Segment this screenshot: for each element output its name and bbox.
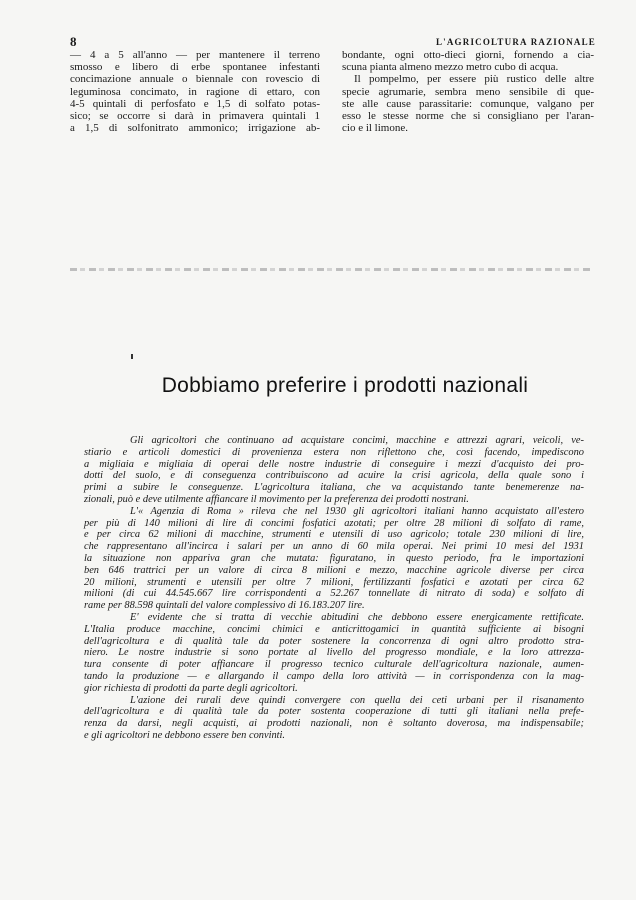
article-title: Dobbiamo preferire i prodotti nazionali	[161, 374, 529, 397]
article-text-line: L'azione dei rurali deve quindi convergere con quella dei ceti urbani per il risanamento	[130, 694, 584, 706]
article-text-line: 20 milioni, strumenti e utensili per oltre 7 milioni, fertilizzanti fosfatici e azotati per circa 62	[84, 576, 584, 588]
text-line: scuna pianta almeno mezzo metro cubo di acqua.	[342, 61, 559, 74]
article-text-line: E' evidente che si tratta di vecchie abitudini che debbono essere energicamente rettificate.	[130, 611, 584, 623]
article-text-line: rame per 88.598 quintali del valore complessivo di 16.183.207 lire.	[84, 600, 365, 612]
article-text-line: per più di 140 milioni di lire di concimi fosfatici azotati; per oltre 28 milioni di solfato di rame,	[84, 517, 584, 529]
section-divider	[70, 268, 592, 271]
text-line: smosso e libero di erbe spontanee infestanti	[70, 61, 320, 74]
article-text-line: niero. Le nostre industrie si sono portate al livello del progresso mondiale, e la loro attrezza-	[84, 647, 584, 659]
text-line: ste alle cause parassitarie: comunque, valgano per	[342, 97, 594, 110]
article-text-line: tura consente di poter affiancare il progresso tecnico culturale dell'agricoltura nazionale, aumen-	[84, 659, 584, 671]
article-text-line: gior richiesta di prodotti da parte degli agricoltori.	[84, 682, 298, 694]
article-text-line: dell'agricoltura e di qualità tale da poter sostenta cooperazione di tutti gli italiani nella prefe-	[84, 706, 584, 718]
article-text-line: la situazione non appariva gran che mutata: figuratano, in questo periodo, fra le importazioni	[84, 552, 584, 564]
article-text-line: Gli agricoltori che continuano ad acquistare concimi, macchine e attrezzi agrari, veicoli, ve-	[130, 435, 584, 446]
text-line: bondante, ogni otto-dieci giorni, fornendo a cia-	[342, 49, 594, 61]
article-text-line: stiario e articoli domestici di provenienza estera non riflettono che, così facendo, impediscono	[84, 446, 584, 458]
text-line: Il pompelmo, per essere più rustico delle altre	[354, 73, 594, 86]
article-text-line: renza da darsi, negli acquisti, ai prodotti nazionali, non è soltanto doverosa, ma indispensabile;	[84, 718, 584, 730]
article-body	[84, 435, 584, 742]
article-text-line: dotti del suolo, e di conseguenza contribuiscono ad acuire la crisi agricola, della quale sono i	[84, 470, 584, 482]
article-text-line: primi a subire le conseguenze. L'agricoltura italiana, che va acquistando tante benemerenze na-	[84, 482, 584, 494]
text-line: leguminosa concimato, in ragione di ettaro, con	[70, 85, 320, 98]
article-text-line: L'« Agenzia di Roma » rileva che nel 1930 gli agricoltori italiani hanno acquistato all'estero	[130, 505, 584, 517]
running-head: L'AGRICOLTURA RAZIONALE	[435, 37, 596, 47]
text-line: esso le stesse norme che si consigliano per l'aran-	[342, 110, 594, 123]
text-line: specie agrumarie, sembra meno sensibile di que-	[342, 85, 594, 98]
article-text-line: a migliaia e migliaia di operai delle nostre industrie di conseguire i mezzi d'acquisto dei pro-	[84, 458, 584, 470]
text-line: a 1,5 di solfonitrato ammonico; irrigazione ab-	[70, 122, 320, 135]
article-text-line: milioni (di cui 44.545.667 lire corrispondenti a 52.267 tonnellate di nitrato di soda) e solfato di	[84, 588, 584, 600]
article-text-line: e gli agricoltori ne debbono essere ben convinti.	[84, 729, 286, 741]
right-column	[342, 49, 594, 134]
article-text-line: che rappresentano all'incirca i salari per un anno di 60 mila operai. Nei primi 10 mesi del 1931	[84, 541, 584, 553]
page-number: 8	[70, 34, 77, 49]
article-text-line: dell'agricoltura e di qualità tale da poter sostenere la concorrenza di ogni altro prodotto stra-	[84, 635, 584, 647]
text-line: — 4 a 5 all'anno — per mantenere il terreno	[70, 49, 320, 61]
article-text-line: L'Italia produce macchine, concimi chimici e anticrittogamici in quantità sufficiente ai bisogni	[84, 623, 584, 635]
article-text-line: tando la produzione — e allargando il campo della loro attività — in corrispondenza con la mag-	[84, 670, 584, 682]
article-text-line: zionali, può e deve utilmente affiancare il movimento per la preferenza dei prodotti nostrani.	[84, 493, 469, 505]
text-line: concimazione annuale o biennale con rovescio di	[70, 73, 320, 86]
text-line: cio e il limone.	[342, 122, 408, 135]
text-line: sico; se occorre si darà in primavera quintali 1	[70, 110, 320, 123]
article-text-line: e per circa 62 milioni di macchine, strumenti e utensili di uso agricolo; totale 230 milioni di lire,	[84, 529, 584, 541]
text-line: 4-5 quintali di perfosfato e 1,5 di solfato potas-	[70, 97, 320, 110]
print-mark	[131, 354, 133, 359]
article-text-line: ben 646 trattrici per un valore di circa 8 milioni e mezzo, macchine agricole diverse per circa	[84, 564, 584, 576]
left-column	[70, 49, 320, 134]
